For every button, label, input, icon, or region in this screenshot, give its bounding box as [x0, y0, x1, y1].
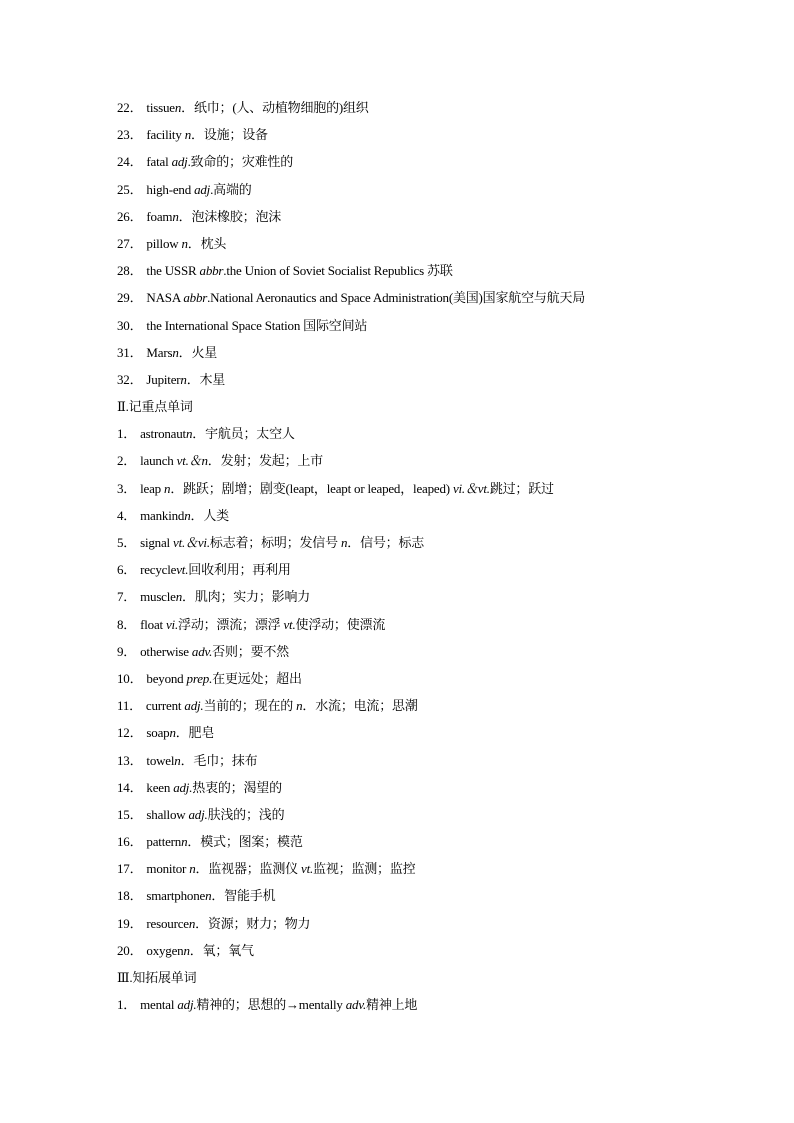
vocab-entry: [117, 475, 677, 502]
part-of-speech-2: n: [340, 535, 348, 550]
entry-number: 30．: [117, 317, 143, 333]
vocab-entry: [117, 611, 677, 638]
part-of-speech: n: [188, 915, 196, 931]
vocab-entry: [117, 747, 677, 774]
entry-word: monitor: [146, 861, 190, 877]
entry-word: pattern: [146, 834, 182, 850]
entry-definition: 当前的；现在的: [203, 698, 297, 714]
entry-word: the International Space Station 国际空间站: [146, 317, 368, 333]
part-of-speech: adj.: [188, 806, 208, 822]
entry-word: the USSR: [146, 263, 200, 279]
entry-word: foam: [146, 208, 173, 224]
section-1-continued: [117, 94, 677, 393]
entry-number: 4．: [117, 507, 137, 523]
entry-number: 29．: [117, 290, 143, 306]
entry-number: 26．: [117, 208, 143, 224]
entry-number: 15．: [117, 806, 143, 822]
part-of-speech: n: [180, 371, 187, 387]
entry-definition: 标志着；标明；发信号: [209, 535, 341, 550]
part-of-speech: adj.: [177, 997, 197, 1013]
entry-definition: 回收利用；再利用: [188, 562, 291, 578]
entry-definition: ．肥皂: [175, 725, 215, 741]
vocab-entry: [117, 855, 677, 882]
vocab-entry: [117, 774, 677, 801]
part-of-speech-2: vt.: [283, 616, 296, 632]
part-of-speech: n: [184, 127, 191, 143]
entry-word: tissue: [146, 100, 175, 115]
part-of-speech: vt.＆n: [176, 453, 208, 469]
entry-number: 31．: [117, 344, 143, 360]
vocab-entry: [117, 121, 677, 148]
entry-definition: .National Aeronautics and Space Administration(美国)国家航空与航天局: [207, 290, 586, 306]
entry-word: soap: [146, 725, 170, 741]
part-of-speech: n: [183, 942, 190, 958]
part-of-speech-2: adv.: [345, 997, 367, 1013]
entry-number: 5．: [117, 535, 137, 550]
part-of-speech: adv.: [191, 643, 213, 659]
entry-word: smartphone: [146, 888, 206, 904]
part-of-speech: adj.: [173, 779, 193, 795]
vocab-entry: [117, 176, 677, 203]
entry-word: astronaut: [140, 426, 186, 442]
entry-word: current: [145, 698, 185, 714]
entry-number: 14．: [117, 779, 143, 795]
entry-definition: ．枕头: [187, 235, 227, 251]
entry-word: pillow: [146, 235, 182, 251]
part-of-speech: vt.＆vi.: [173, 535, 210, 550]
entry-number: 13．: [117, 752, 143, 768]
part-of-speech: n: [189, 861, 196, 877]
entry-definition: ．发射；发起；上市: [207, 453, 323, 469]
part-of-speech: prep.: [186, 670, 213, 686]
entry-definition: ．模式；图案；模范: [187, 834, 303, 850]
entry-word: leap: [140, 480, 165, 496]
entry-word: towel: [146, 752, 175, 768]
vocab-entry: [117, 257, 677, 284]
vocab-entry: [117, 447, 677, 474]
part-of-speech: adj: [194, 181, 211, 197]
part-of-speech: n: [174, 752, 181, 768]
part-of-speech-2: n: [296, 698, 303, 714]
entry-word: resource: [146, 915, 189, 931]
entry-definition: ．宇航员；太空人: [192, 426, 295, 442]
entry-definition: ．肌肉；实力；影响力: [182, 589, 311, 605]
entry-definition: ．人类: [190, 507, 229, 523]
part-of-speech: abbr: [199, 263, 224, 279]
part-of-speech: adj: [171, 154, 188, 170]
vocab-entry: [117, 366, 677, 393]
entry-number: 23．: [117, 127, 143, 143]
vocab-entry: [117, 692, 677, 719]
entry-definition: ．木星: [186, 371, 226, 387]
entry-word: Jupiter: [146, 371, 181, 387]
entry-number: 9．: [117, 643, 137, 659]
entry-definition: ．跳跃；剧增；剧变(leapt，leapt or leaped，leaped): [170, 480, 453, 496]
entry-definition: 精神的；思想的→mentally: [196, 997, 346, 1013]
vocab-entry: [117, 882, 677, 909]
entry-definition-2: 监视；监测；监控: [313, 861, 416, 877]
vocab-entry: [117, 828, 677, 855]
entry-number: 28．: [117, 263, 143, 279]
entry-word: high-end: [146, 181, 195, 197]
part-of-speech: n: [181, 834, 188, 850]
entry-word: muscle: [140, 589, 176, 605]
vocab-entry: [117, 203, 677, 230]
entry-word: keen: [146, 779, 174, 795]
vocab-entry: [117, 638, 677, 665]
entry-number: 7．: [117, 589, 137, 605]
entry-definition: 否则；要不然: [212, 643, 289, 659]
entry-number: 1．: [117, 426, 137, 442]
entry-word: otherwise: [140, 643, 192, 659]
entry-word: Mars: [146, 344, 173, 360]
entry-number: 10．: [117, 670, 143, 686]
vocab-entry: [117, 230, 677, 257]
entry-number: 20．: [117, 942, 143, 958]
entry-number: 22．: [117, 100, 143, 115]
entry-definition: ．毛巾；抹布: [180, 752, 258, 768]
entry-definition: 浮动；漂流；漂浮: [178, 616, 284, 632]
part-of-speech: n: [184, 507, 191, 523]
entry-definition-2: ．信号；标志: [347, 535, 425, 550]
vocab-entry: [117, 420, 677, 447]
vocab-entry: [117, 148, 677, 175]
vocab-entry: [117, 719, 677, 746]
entry-definition: 肤浅的；浅的: [207, 806, 285, 822]
part-of-speech: n: [174, 100, 182, 115]
section-3-list: [117, 991, 677, 1018]
vocab-entry: [117, 284, 677, 311]
entry-definition-2: 精神上地: [366, 997, 418, 1013]
entry-number: 25．: [117, 181, 143, 197]
vocab-entry: [117, 910, 677, 937]
entry-word: oxygen: [146, 942, 184, 958]
entry-definition: ．资源；财力；物力: [195, 915, 311, 931]
part-of-speech: n: [172, 344, 179, 360]
entry-number: 27．: [117, 235, 143, 251]
entry-number: 17．: [117, 861, 143, 877]
part-of-speech: n: [181, 235, 188, 251]
part-of-speech: abbr: [183, 290, 208, 306]
entry-word: mankind: [140, 507, 185, 523]
entry-definition: 在更远处；超出: [212, 670, 302, 686]
entry-word: recycle: [140, 562, 177, 578]
part-of-speech: n: [205, 888, 212, 904]
entry-definition: ．泡沫橡胶；泡沫: [178, 208, 282, 224]
vocab-entry: [117, 94, 677, 121]
entry-number: 3．: [117, 480, 137, 496]
vocab-entry: [117, 991, 677, 1018]
entry-definition-2: 使浮动；使漂流: [295, 616, 386, 632]
part-of-speech: vt.: [176, 562, 189, 578]
vocab-entry: [117, 529, 677, 556]
entry-number: 18．: [117, 888, 143, 904]
vocab-entry: [117, 502, 677, 529]
vocab-entry: [117, 937, 677, 964]
entry-definition: ．氧；氧气: [189, 942, 254, 958]
entry-definition: .高端的: [210, 181, 252, 197]
vocab-entry: [117, 665, 677, 692]
entry-definition-2: ．水流；电流；思潮: [302, 698, 418, 714]
entry-definition: 热衷的；渴望的: [192, 779, 282, 795]
entry-definition: .致命的；灾难性的: [187, 154, 294, 170]
entry-number: 8．: [117, 616, 137, 632]
entry-word: launch: [140, 453, 177, 469]
entry-word: mental: [140, 997, 178, 1013]
vocab-entry: [117, 312, 677, 339]
entry-word: shallow: [146, 806, 189, 822]
section-3-title: Ⅲ.知拓展单词: [117, 970, 197, 985]
part-of-speech: n: [185, 426, 193, 442]
entry-word: facility: [146, 127, 185, 143]
entry-word: float: [140, 616, 166, 632]
entry-definition: ．设施；设备: [191, 127, 268, 143]
entry-definition: ．火星: [178, 344, 218, 360]
vocab-entry: [117, 556, 677, 583]
entry-number: 16．: [117, 834, 143, 850]
entry-definition: ．智能手机: [211, 888, 276, 904]
part-of-speech: adj.: [184, 698, 204, 714]
entry-number: 1．: [117, 997, 137, 1013]
entry-number: 2．: [117, 453, 137, 469]
part-of-speech-2: vt.: [301, 861, 314, 877]
section-2-title: Ⅱ.记重点单词: [117, 399, 193, 415]
entry-word: signal: [140, 535, 174, 550]
part-of-speech: n: [169, 725, 176, 741]
entry-word: fatal: [146, 154, 172, 170]
entry-definition: ．监视器；监测仪: [195, 861, 301, 877]
vocab-entry: [117, 583, 677, 610]
entry-number: 6．: [117, 562, 137, 578]
entry-definition: .the Union of Soviet Socialist Republics 苏联: [223, 263, 453, 279]
entry-number: 32．: [117, 371, 143, 387]
part-of-speech: vi.: [165, 616, 179, 632]
part-of-speech-2: vi.＆vt.: [452, 480, 490, 496]
section-2-list: [117, 420, 677, 964]
part-of-speech: n: [164, 480, 171, 496]
entry-number: 12．: [117, 725, 143, 741]
entry-definition: ．纸巾；(人、动植物细胞的)组织: [181, 100, 369, 115]
vocab-entry: [117, 339, 677, 366]
vocab-entry: [117, 801, 677, 828]
entry-number: 24．: [117, 154, 143, 170]
entry-word: NASA: [146, 290, 184, 306]
entry-definition-2: 跳过；跃过: [489, 480, 554, 496]
part-of-speech: n: [172, 208, 179, 224]
entry-number: 11．: [117, 698, 142, 714]
vocabulary-list: [117, 94, 677, 1018]
entry-word: beyond: [146, 670, 187, 686]
part-of-speech: n: [175, 589, 183, 605]
entry-number: 19．: [117, 915, 143, 931]
